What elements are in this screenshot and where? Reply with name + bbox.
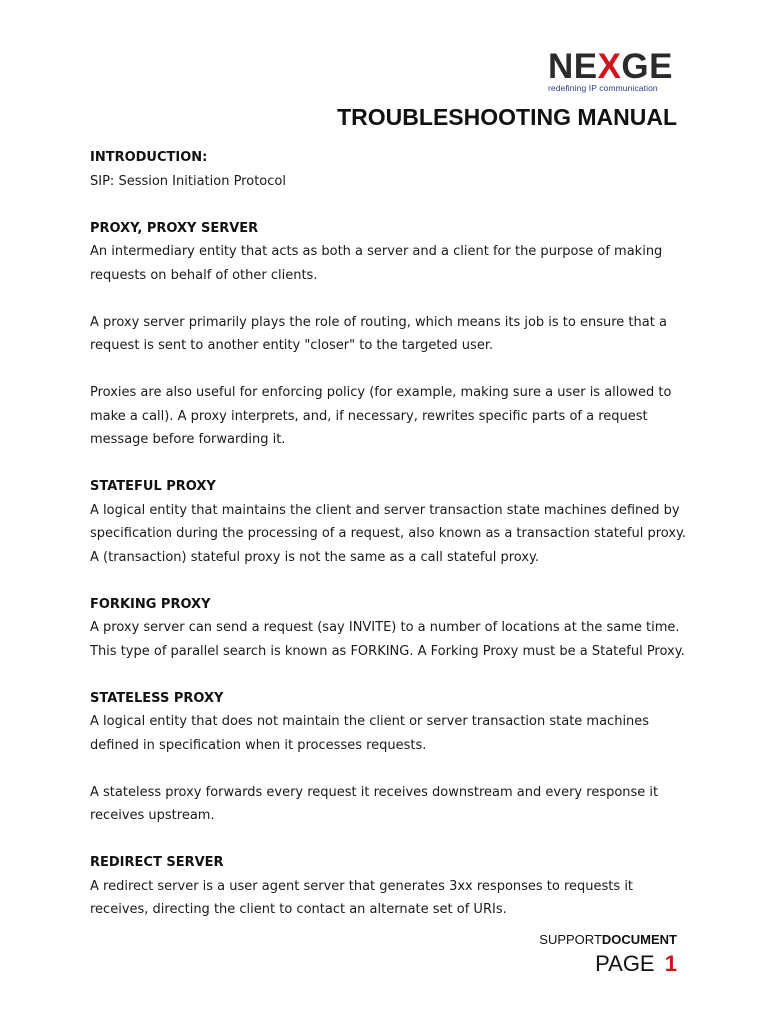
- section-paragraph: A proxy server primarily plays the role of routing, which means its job is to ensure that a request is sent to another entity "closer" to the targeted user.: [90, 314, 667, 353]
- page-label: PAGE: [595, 951, 655, 976]
- section-heading: PROXY, PROXY SERVER: [90, 220, 259, 236]
- section-heading: FORKING PROXY: [90, 596, 211, 612]
- section-paragraph: An intermediary entity that acts as both a server and a client for the purpose of making requests on behalf of other clients.: [90, 244, 663, 283]
- section-heading: INTRODUCTION:: [90, 150, 208, 165]
- document-body: [90, 146, 690, 945]
- footer-label: SUPPORTDOCUMENT: [539, 932, 677, 947]
- section-heading: STATEFUL PROXY: [90, 479, 216, 494]
- section-paragraph: A logical entity that maintains the client and server transaction state machines defined by specification during the processing of a request, also known as a transaction stateful proxy. A (transaction) stateful proxy is not the same as a call stateful proxy.: [90, 502, 687, 565]
- section: [90, 593, 690, 664]
- page-indicator: [595, 951, 677, 977]
- document-title: TROUBLESHOOTING MANUAL: [337, 104, 677, 130]
- section-paragraph: Proxies are also useful for enforcing policy (for example, making sure a user is allowed to make a call). A proxy interprets, and, if necessary, rewrites specific parts of a request message before forwarding it.: [90, 385, 672, 447]
- section-heading: STATELESS PROXY: [90, 690, 224, 706]
- section-paragraph: A stateless proxy forwards every request it receives downstream and every response it receives upstream.: [90, 784, 659, 823]
- logo-wordmark: NEXGE: [547, 47, 673, 86]
- company-logo: [547, 47, 673, 93]
- section: [90, 146, 690, 193]
- section-paragraph: A logical entity that does not maintain the client or server transaction state machines defined in specification when it processes requests.: [90, 714, 650, 753]
- section-paragraph: A proxy server can send a request (say INVITE) to a number of locations at the same time. This type of parallel search is known as FORKING. A Forking Proxy must be a Stateful Proxy.: [90, 620, 685, 659]
- page-number: 1: [664, 951, 677, 976]
- section: [90, 475, 690, 569]
- section-heading: REDIRECT SERVER: [90, 855, 224, 870]
- section-paragraph: A redirect server is a user agent server that generates 3xx responses to requests it receives, directing the client to contact an alternate set of URIs.: [90, 878, 634, 917]
- section-paragraph: SIP: Session Initiation Protocol: [90, 173, 286, 189]
- section: [90, 851, 690, 922]
- logo-tagline: redefining IP communication: [547, 83, 658, 93]
- section: [90, 687, 690, 828]
- section: [90, 217, 690, 452]
